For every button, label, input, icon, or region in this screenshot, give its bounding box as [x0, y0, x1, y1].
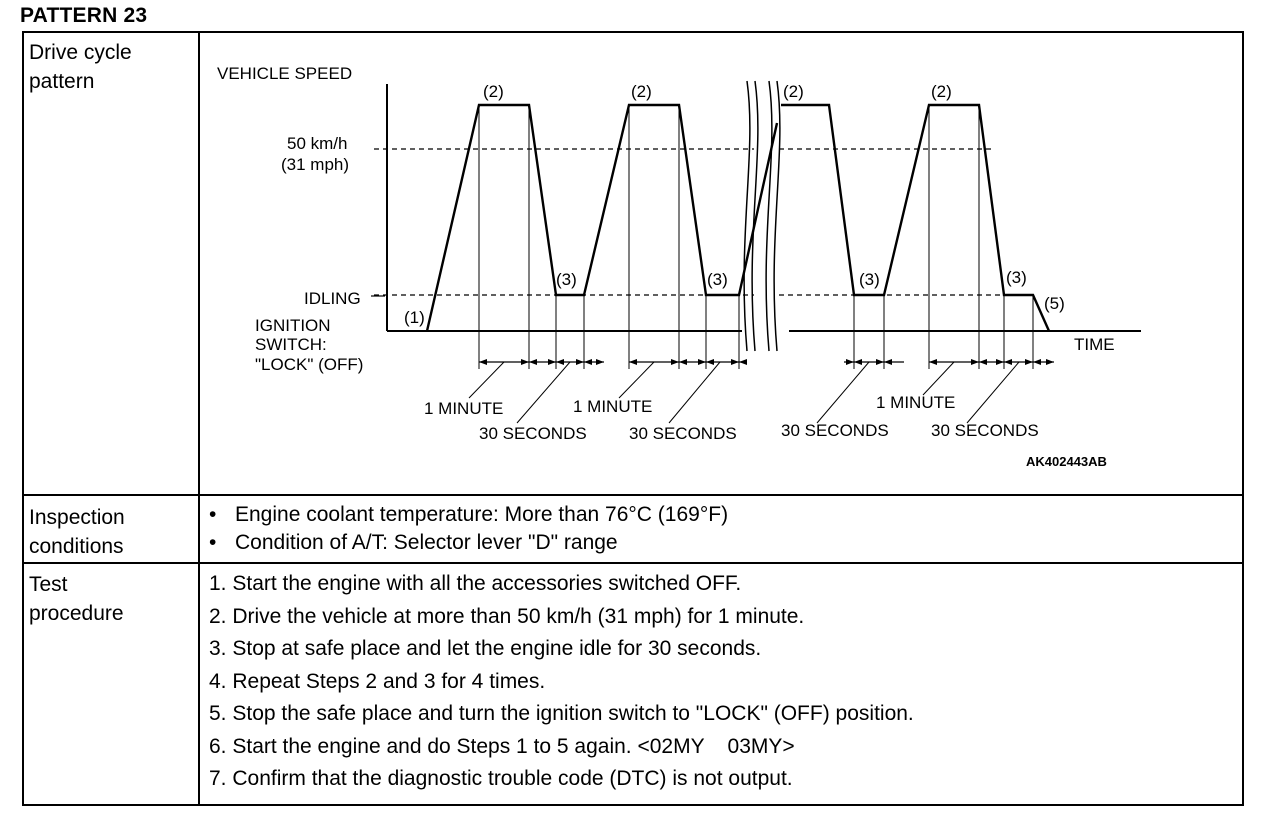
step-2-marker: (2): [931, 82, 952, 101]
list-item: • Condition of A/T: Selector lever "D" range: [209, 531, 618, 554]
inspection-conditions-list: [209, 501, 728, 557]
ignition-switch-label: SWITCH:: [255, 335, 327, 354]
time-axis-label: TIME: [1074, 335, 1115, 354]
step-2-marker: (2): [483, 82, 504, 101]
one-minute-label: 1 MINUTE: [424, 399, 504, 418]
page-title: PATTERN 23: [20, 4, 148, 27]
list-item: • Engine coolant temperature: More than 76°C (169°F): [209, 503, 729, 526]
test-procedure-label: [29, 570, 124, 628]
step-1-marker: (1): [404, 308, 425, 327]
procedure-step: 3. Stop at safe place and let the engine idle for 30 seconds.: [209, 637, 762, 660]
test-procedure-steps: [209, 568, 914, 796]
thirty-seconds-label: 30 SECONDS: [781, 421, 889, 440]
idling-label: IDLING: [304, 289, 361, 308]
one-minute-label: 1 MINUTE: [573, 397, 653, 416]
row-divider: [24, 562, 1242, 564]
procedure-step: 6. Start the engine and do Steps 1 to 5 again. <02MY 03MY>: [209, 734, 795, 758]
step-3-marker: (3): [1006, 268, 1027, 287]
speed-50kmh-label: 50 km/h: [287, 134, 348, 153]
drive-cycle-label: [29, 38, 132, 96]
procedure-step: 1. Start the engine with all the accessories switched OFF.: [209, 572, 742, 595]
label-line: Test: [29, 573, 68, 596]
condition-text: Engine coolant temperature: More than 76°C (169°F): [235, 503, 729, 526]
row-divider: [24, 494, 1242, 496]
inspection-label: [29, 503, 125, 561]
procedure-step: 7. Confirm that the diagnostic trouble code (DTC) is not output.: [209, 767, 793, 790]
label-line: pattern: [29, 70, 95, 93]
drive-cycle-diagram: [199, 33, 1239, 493]
step-2-marker: (2): [631, 82, 652, 101]
procedure-step: 4. Repeat Steps 2 and 3 for 4 times.: [209, 669, 546, 693]
speed-31mph-label: (31 mph): [281, 155, 350, 174]
ignition-lock-label: "LOCK" (OFF): [255, 355, 364, 374]
thirty-seconds-label: 30 SECONDS: [479, 424, 587, 443]
step-2-marker: (2): [783, 82, 804, 101]
vehicle-speed-label: VEHICLE SPEED: [217, 64, 353, 83]
label-line: Inspection: [29, 506, 125, 529]
label-line: conditions: [29, 535, 124, 558]
step-3-marker: (3): [556, 270, 577, 289]
condition-text: Condition of A/T: Selector lever "D" range: [235, 531, 618, 554]
one-minute-label: 1 MINUTE: [876, 393, 956, 412]
step-5-marker: (5): [1044, 294, 1065, 313]
label-line: Drive cycle: [29, 41, 132, 64]
procedure-step: 2. Drive the vehicle at more than 50 km/h (31 mph) for 1 minute.: [209, 604, 805, 628]
ignition-label: IGNITION: [255, 316, 331, 335]
thirty-seconds-label: 30 SECONDS: [629, 424, 737, 443]
label-line: procedure: [29, 602, 124, 625]
procedure-step: 5. Stop the safe place and turn the ignition switch to "LOCK" (OFF) position.: [209, 702, 914, 725]
figure-code: AK402443AB: [1026, 454, 1107, 469]
step-3-marker: (3): [859, 270, 880, 289]
step-3-marker: (3): [707, 270, 728, 289]
thirty-seconds-label: 30 SECONDS: [931, 421, 1039, 440]
drive-cycle-table: [22, 31, 1244, 806]
